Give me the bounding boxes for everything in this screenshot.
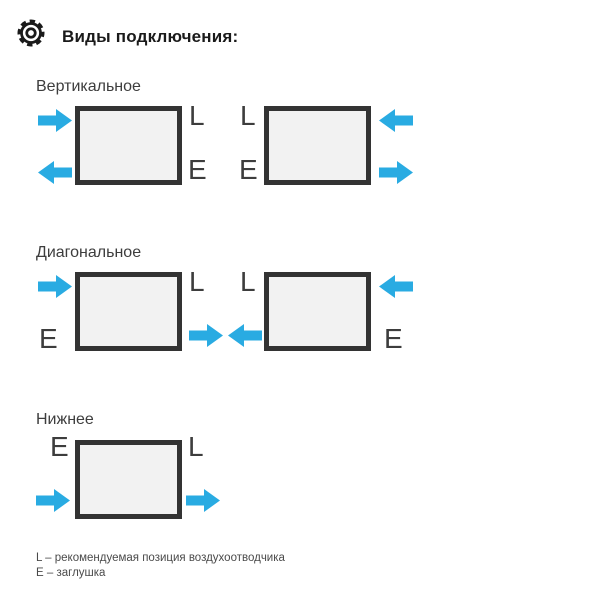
inlet-arrow-icon — [379, 275, 413, 298]
port-label-l: L — [189, 100, 205, 131]
port-label-l: L — [189, 266, 205, 297]
section-title-diagonal: Диагональное — [36, 244, 142, 261]
port-label-l: L — [188, 431, 204, 462]
port-label-e: E — [239, 154, 258, 185]
page-title: Виды подключения: — [62, 27, 239, 46]
port-label-e: E — [39, 323, 58, 354]
inlet-arrow-icon — [36, 489, 70, 512]
radiator — [264, 106, 371, 185]
inlet-arrow-icon — [38, 109, 72, 132]
legend-line-l: L – рекомендуемая позиция воздухоотводчика — [36, 552, 285, 564]
section-title-bottom: Нижнее — [36, 411, 94, 428]
gear-icon — [16, 18, 46, 48]
outlet-arrow-icon — [379, 161, 413, 184]
radiator — [75, 272, 182, 351]
inlet-arrow-icon — [379, 109, 413, 132]
port-label-e: E — [384, 323, 403, 354]
inlet-arrow-icon — [38, 275, 72, 298]
outlet-arrow-icon — [186, 489, 220, 512]
outlet-arrow-icon — [38, 161, 72, 184]
section-title-vertical: Вертикальное — [36, 78, 141, 95]
port-label-l: L — [240, 266, 256, 297]
radiator — [75, 440, 182, 519]
legend-line-e: E – заглушка — [36, 567, 106, 579]
outlet-arrow-icon — [228, 324, 262, 347]
outlet-arrow-icon — [189, 324, 223, 347]
radiator — [75, 106, 182, 185]
port-label-e: E — [50, 431, 69, 462]
radiator — [264, 272, 371, 351]
legend — [36, 551, 285, 581]
port-label-e: E — [188, 154, 207, 185]
port-label-l: L — [240, 100, 256, 131]
